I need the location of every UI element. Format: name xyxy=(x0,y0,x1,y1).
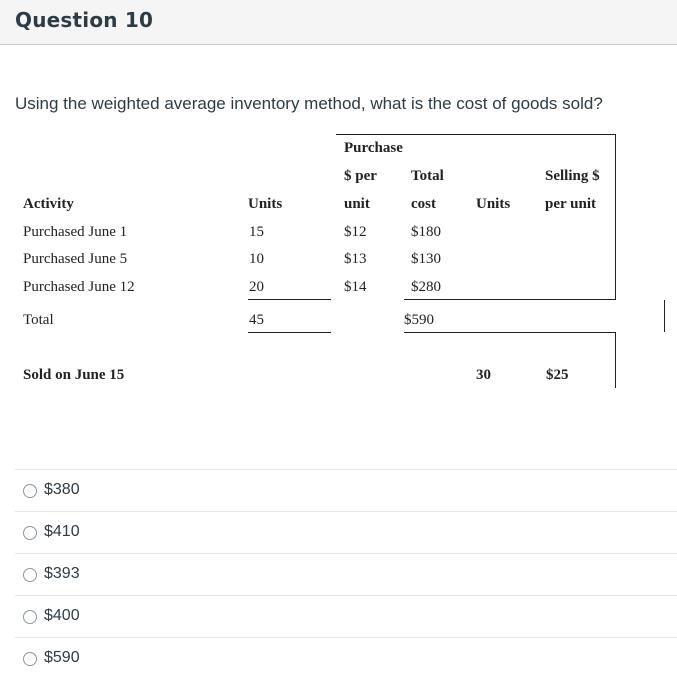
header-total: Total xyxy=(411,168,444,184)
total-label: Total xyxy=(23,312,54,328)
purchase-right-border xyxy=(615,134,616,300)
row3-total: $280 xyxy=(411,279,441,295)
header-activity: Activity xyxy=(23,196,74,212)
answer-label: $393 xyxy=(44,565,80,582)
radio-button[interactable] xyxy=(23,484,37,498)
sold-units: 30 xyxy=(476,367,491,383)
header-selling: Selling $ xyxy=(545,168,600,184)
answer-option[interactable] xyxy=(15,637,677,679)
question-prompt: Using the weighted average inventory method, what is the cost of goods sold? xyxy=(15,94,603,113)
total-units: 45 xyxy=(249,312,264,328)
radio-button[interactable] xyxy=(23,652,37,666)
row1-activity: Purchased June 1 xyxy=(23,224,128,240)
header-units: Units xyxy=(248,196,283,212)
total-cost: $590 xyxy=(404,312,434,328)
sold-price: $25 xyxy=(546,367,569,383)
header-sold-units: Units xyxy=(476,196,511,212)
row2-price: $13 xyxy=(344,251,367,267)
sold-right-border xyxy=(615,333,616,388)
question-title: Question 10 xyxy=(15,8,154,32)
row1-price: $12 xyxy=(344,224,367,240)
answer-option[interactable] xyxy=(15,595,677,637)
cost-subtotal-rule xyxy=(404,299,616,300)
header-purchase: Purchase xyxy=(344,140,403,156)
purchase-top-rule xyxy=(336,134,616,135)
answer-label: $590 xyxy=(44,649,80,666)
radio-button[interactable] xyxy=(23,526,37,540)
answer-label: $410 xyxy=(44,523,80,540)
row2-units: 10 xyxy=(249,251,264,267)
answer-option[interactable] xyxy=(15,511,677,553)
units-total-rule xyxy=(248,332,331,333)
header-per-unit: per unit xyxy=(545,196,596,212)
row2-total: $130 xyxy=(411,251,441,267)
radio-button[interactable] xyxy=(23,610,37,624)
row1-units: 15 xyxy=(249,224,264,240)
cost-total-rule xyxy=(404,332,616,333)
row2-activity: Purchased June 5 xyxy=(23,251,128,267)
answer-label: $400 xyxy=(44,607,80,624)
answer-label: $380 xyxy=(44,481,80,498)
answer-option[interactable] xyxy=(15,553,677,595)
header-cost: cost xyxy=(411,196,436,212)
row1-total: $180 xyxy=(411,224,441,240)
side-border xyxy=(664,300,665,332)
answer-option[interactable] xyxy=(15,469,677,511)
sold-label: Sold on June 15 xyxy=(23,367,125,383)
row3-activity: Purchased June 12 xyxy=(23,279,135,295)
radio-button[interactable] xyxy=(23,568,37,582)
row3-units: 20 xyxy=(249,279,264,295)
row3-price: $14 xyxy=(344,279,367,295)
header-unit: unit xyxy=(344,196,370,212)
header-dollar-per: $ per xyxy=(344,168,377,184)
units-subtotal-rule xyxy=(248,299,331,300)
